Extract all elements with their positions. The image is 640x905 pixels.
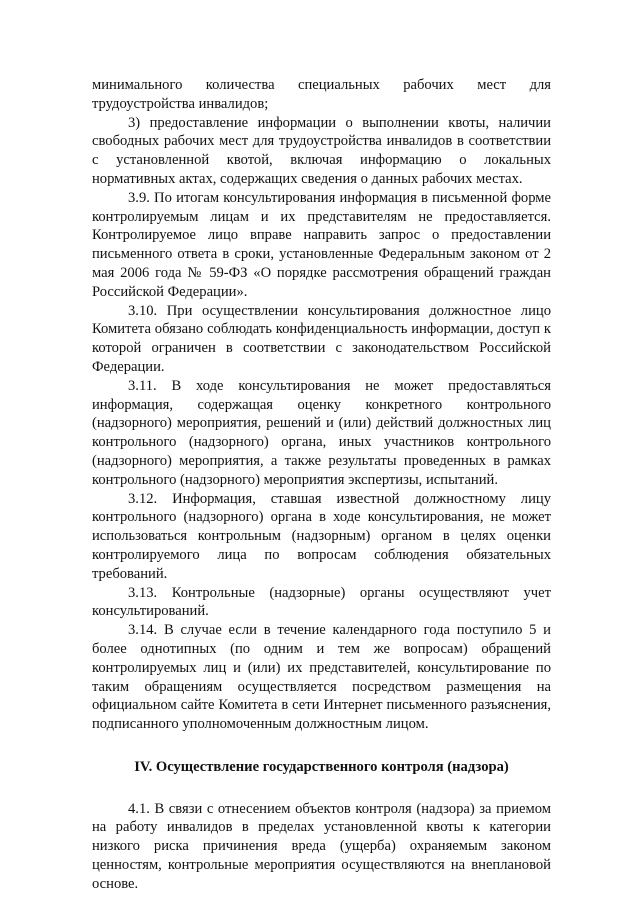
paragraph-3-11: 3.11. В ходе консультирования не может предоставляться информация, содержащая оценку конкретного контрольного (надзорного) мероприятия, решений и (или) действий должностных лиц контрольного (надзорного) органа, иных участников контрольного (надзорного) мероприятия, а также результаты проведенных в рамках контрольного (надзорного) мероприятия экспертизы, испытаний. (92, 377, 551, 488)
paragraph-3-13: 3.13. Контрольные (надзорные) органы осуществляют учет консультирований. (92, 584, 551, 620)
paragraph-3-14: 3.14. В случае если в течение календарного года поступило 5 и более однотипных (по одним и тем же вопросам) обращений контролируемых лиц и (или) их представителей, консультирование по таким обращениям осуществляется посредством размещения на официальном сайте Комитета в сети Интернет письменного разъяснения, подписанного уполномоченным должностным лицом. (92, 622, 551, 733)
paragraph-3-9: 3.9. По итогам консультирования информация в письменной форме контролируемым лицам и их представителям не предоставляется. Контролируемое лицо вправе направить запрос о предоставлении письменного ответа в сроки, установленные Федеральным законом от 2 мая 2006 года № 59-ФЗ «О порядке рассмотрения обращений граждан Российской Федерации». (92, 189, 551, 300)
paragraph-3-10: 3.10. При осуществлении консультирования должностное лицо Комитета обязано соблюдать конфиденциальность информации, доступ к которой ограничен в соответствии с законодательством Российской Федерации. (92, 302, 551, 375)
document-page (92, 76, 551, 894)
paragraph-item-3: 3) предоставление информации о выполнении квоты, наличии свободных рабочих мест для трудоустройства инвалидов в соответствии с установленной квотой, включая информацию о локальных нормативных актах, содержащих сведения о данных рабочих местах. (92, 114, 551, 187)
paragraph-4-1: 4.1. В связи с отнесением объектов контроля (надзора) за приемом на работу инвалидов в пределах установленной квоты к категории низкого риска причинения вреда (ущерба) охраняемым законом ценностям, контрольные мероприятия осуществляются на внеплановой основе. (92, 800, 551, 892)
section-heading: IV. Осуществление государственного контроля (надзора) (134, 758, 509, 775)
paragraph-3-12: 3.12. Информация, ставшая известной должностному лицу контрольного (надзорного) органа в ходе консультирования, не может использоваться контрольным (надзорным) органом в целях оценки контролируемого лица по вопросам соблюдения обязательных требований. (92, 490, 551, 582)
paragraph-continuation: минимального количества специальных рабочих мест для трудоустройства инвалидов; (92, 77, 551, 112)
